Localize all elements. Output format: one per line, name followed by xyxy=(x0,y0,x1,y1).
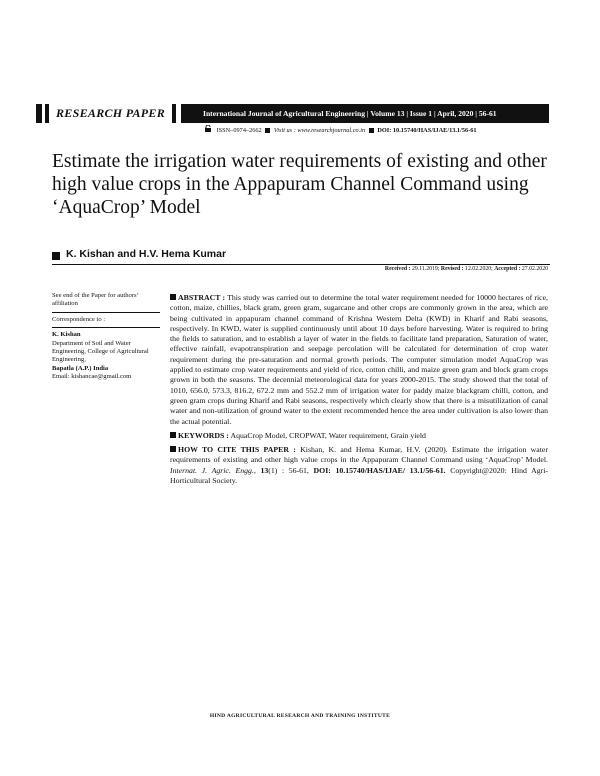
cite-text: Kishan, K. and Hema Kumar, H.V. (2020). Estimate the irrigation water requirements of existing and other high value crops in the Appapuram Channel Command using ‘AquaCrop’ Model. xyxy=(170,445,548,465)
visit-link[interactable]: Visit us : www.researchjournal.co.in xyxy=(273,127,366,134)
header-bar-left-1 xyxy=(36,104,42,123)
abstract xyxy=(170,293,548,427)
sidebar-divider xyxy=(52,312,160,313)
cite-doi[interactable]: DOI: 10.15740/HAS/IJAE/ 13.1/56-61. xyxy=(313,465,446,475)
authors: K. Kishan and H.V. Hema Kumar xyxy=(66,248,227,260)
sidebar-divider xyxy=(52,327,160,328)
journal-banner: International Journal of Agricultural Engineering | Volume 13 | Issue 1 | April, 2020 | 56-61 xyxy=(181,104,549,123)
revised-date: 12.02.2020; xyxy=(465,266,493,272)
keywords-heading: KEYWORDS : xyxy=(178,430,229,440)
bullet-square xyxy=(170,446,176,452)
cite-volume: 13 xyxy=(260,465,269,475)
separator-square xyxy=(265,128,270,133)
dates-line xyxy=(385,266,548,272)
corresponding-author: K. Kishan xyxy=(52,331,81,339)
divider xyxy=(52,264,550,265)
doi-text[interactable]: DOI: 10.15740/HAS/IJAE/13.1/56-61 xyxy=(377,127,477,134)
author-place: Bapatla (A.P.) India xyxy=(52,364,109,372)
bullet-square xyxy=(170,432,176,438)
open-access-icon xyxy=(204,125,212,136)
main-text xyxy=(170,293,548,490)
affiliation-sidebar xyxy=(52,292,160,382)
bullet-square xyxy=(170,294,176,300)
author-email[interactable]: Email: kishancae@gmail.com xyxy=(52,373,132,381)
cite-copyright: Copyright@2020: Hind Agri-Horticultural Society. xyxy=(170,465,549,486)
received-date: 29.11.2019; xyxy=(411,266,440,272)
cite-journal: Internat. J. Agric. Engg. xyxy=(170,465,254,475)
keywords-text: AquaCrop Model, CROPWAT, Water requirement, Grain yield xyxy=(230,430,426,440)
cite-issue-pages: (1) : 56-61, xyxy=(268,465,309,475)
issn-text: ISSN–0974–2662 xyxy=(216,127,262,134)
correspondence-label: Correspondence to : xyxy=(52,315,106,323)
received-label: Received : xyxy=(384,266,411,272)
footer: HIND AGRICULTURAL RESEARCH AND TRAINING INSTITUTE xyxy=(209,713,391,719)
accepted-date: 27.02.2020 xyxy=(521,266,548,272)
separator-square xyxy=(369,128,374,133)
see-end-note: See end of the Paper for authors’ affiliation xyxy=(52,292,139,308)
revised-label: Revised : xyxy=(440,266,464,272)
paper-type-word2: PAPER xyxy=(125,106,166,120)
abstract-text: This study was carried out to determine the total water requirement needed for 10000 hectares of rice, cotton, maize, chillies, black gram, green gram, sugarcane and other crops are commonly grown in the area, which are being cultivated in appapuram channel command of Krishna Western Delta (KWD) in Kharif and Rabi seasons, respectively. In KWD, water is supplied continuously until about 10 days before harvesting. Water is required to bring the fields to saturation, and to establish a layer of water in the fields to facilitate land preparation, Saturation of water, effective rainfall, evapotranspiration and seepage percolation will be calculated for determination of crop water requirement during the pre-saturation and normal growth periods. The computer simulation model AquaCrop was applied to estimate crop water requirements and yield of rice, cotton chilli, and maize green gram and block gram crops grown in both the seasons. The decennial meteorological data for years 2000-2015. The study showed that the total of 1010, 656.0, 573.3, 816.2, 672.2 mm and 552.2 mm of irrigation water for paddy maize blackgram chilli, cotton, and green gram crops during Kharif and Rabi seasons, respectively which clearly show that there is a misutilization of canal water and non-utilization of ground water to the extent recommended hence the area under cultivation is also lower than the actual potential. xyxy=(170,293,548,426)
author-department: Department of Soil and Water Engineering, College of Agricultural Engineering, xyxy=(52,339,149,364)
paper-type-label xyxy=(56,104,165,123)
cite-heading: HOW TO CITE THIS PAPER : xyxy=(178,445,296,455)
authors-marker xyxy=(52,252,60,260)
abstract-heading: ABSTRACT : xyxy=(178,293,226,302)
header-bar-right xyxy=(172,104,176,123)
accepted-label: Accepted : xyxy=(494,266,521,272)
citation: HOW TO CITE THIS PAPER : Kishan, K. and Hema Kumar, H.V. (2020). Estimate the irrigation water requirements of existing and other high value crops in the Appapuram Channel Command using ‘AquaCrop’ Model. Internat. J. Agric. Engg., 13(1) : 56-61, DOI: 10.15740/HAS/IJAE/ 13.1/56-61. Copyright@2020: Hind Agri-Horticultural Society. xyxy=(170,445,549,486)
keywords xyxy=(170,431,548,441)
paper-type-word1: RESEARCH xyxy=(56,106,123,120)
header-bar-left-2 xyxy=(45,104,49,123)
header-meta xyxy=(204,125,477,136)
paper-title: Estimate the irrigation water requirements of existing and other high value crops in the Appapuram Channel Command using ‘AquaCrop’ Model xyxy=(52,151,547,218)
